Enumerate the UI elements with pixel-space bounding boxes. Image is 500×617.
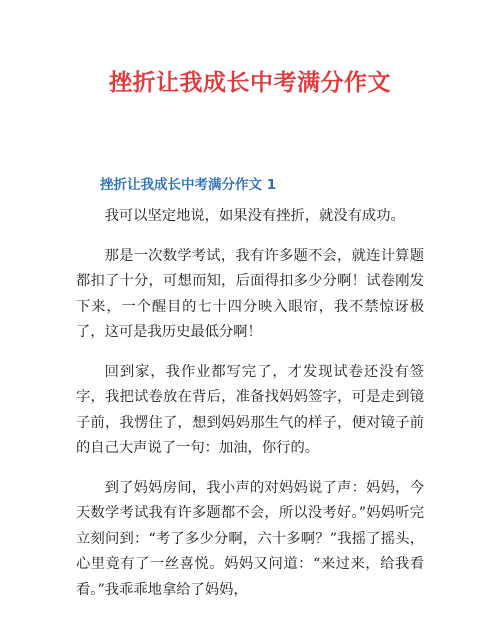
paragraph-3: 回到家，我作业都写完了，才发现试卷还没有签字，我把试卷放在背后，准备找妈妈签字，可是走到镜子前，我愣住了，想到妈妈那生气的样子，便对镜子前的自己大声说了一句：加油，你行的。 — [76, 363, 424, 456]
paragraph-1: 我可以坚定地说，如果没有挫折，就没有成功。 — [104, 208, 405, 224]
essay-body — [76, 204, 424, 617]
paragraph-2: 那是一次数学考试，我有许多题不会，就连计算题都扣了十分，可想而知，后面得扣多少分啊！试卷刚发下来，一个醒目的七十四分映入眼帘，我不禁惊讶极了，这可是我历史最低分啊！ — [76, 247, 424, 340]
essay-subtitle: 挫折让我成长中考满分作文 1 — [100, 177, 277, 193]
paragraph-4: 到了妈妈房间，我小声的对妈妈说了声：妈妈，今天数学考试我有许多题都不会，所以没考好。”妈妈听完立刻问到：“考了多少分啊，六十多啊？”我摇了摇头，心里竟有了一丝喜悦。妈妈又问道：“来过来，给我看看。”我乖乖地拿给了妈妈， — [76, 479, 424, 598]
page-title: 挫折让我成长中考满分作文 — [109, 70, 391, 96]
